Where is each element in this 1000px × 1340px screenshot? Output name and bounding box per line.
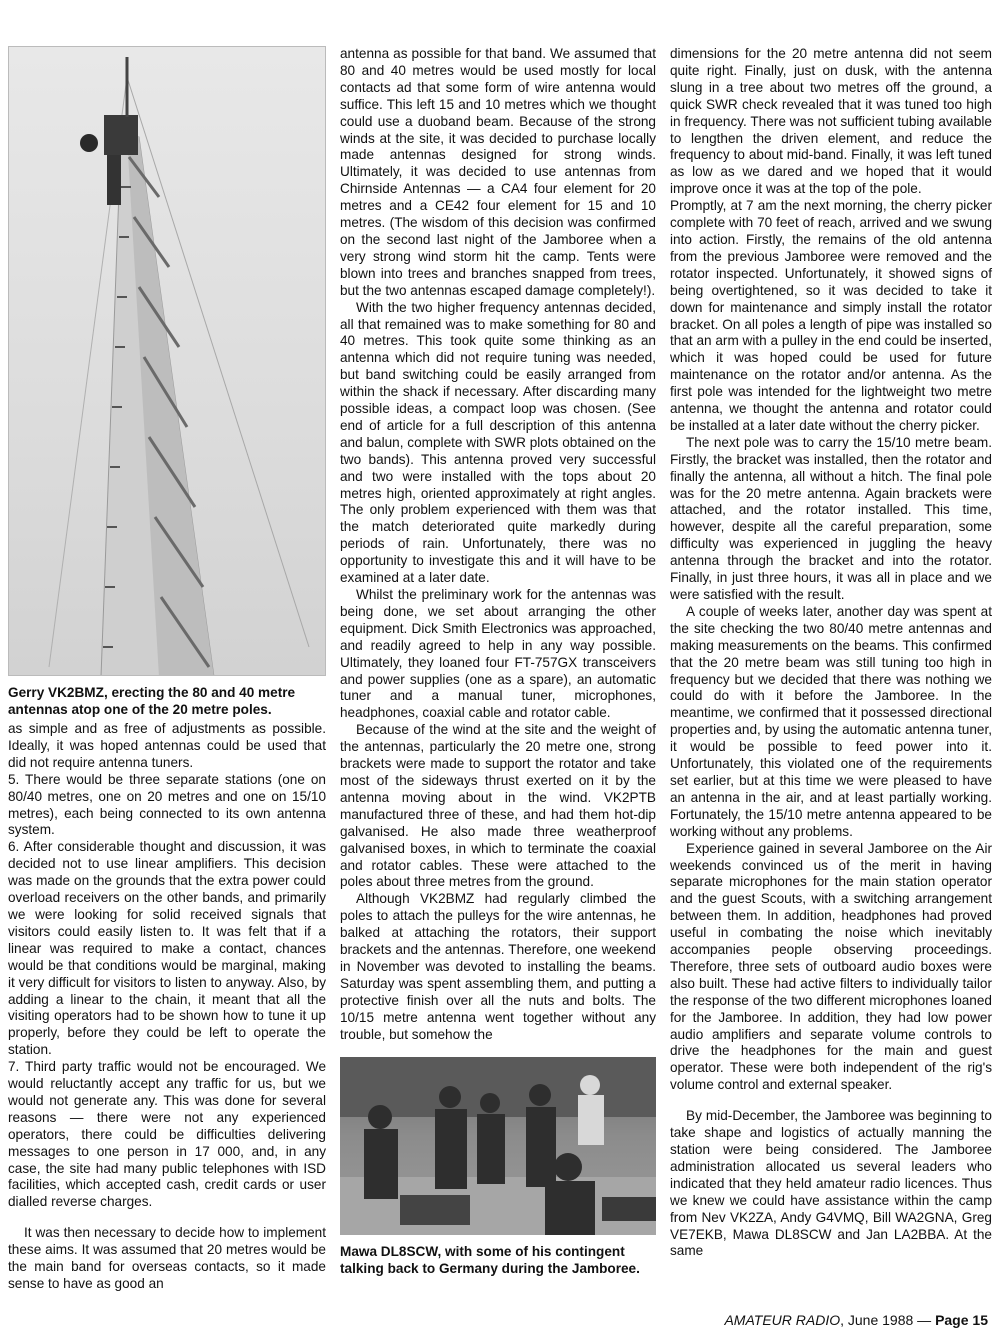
paragraph: Whilst the preliminary work for the antennas was being done, we set about arranging the other equipment. Dick Smith Electronics was approached, and readily agreed to help in any way possible. Ultimately, they loaned four FT-757GX transceivers and power supplies (one as a spare), an automatic tuner and a manual tuner, microphones, headphones, coaxial cable and rotator cable. xyxy=(340,587,656,721)
issue-date: , June 1988 — xyxy=(840,1312,936,1328)
paragraph: A couple of weeks later, another day was spent at the site checking the two 80/40 metre antennas and making measurements on the beams. This confirmed that the 20 metre beam was still tuning too high in frequency but we decided that there was nothing we could do with it before the Jamboree. In the meantime, we confirmed that it possessed directional properties and, by using the automatic antenna tuner, it would be possible to feed power into it. Unfortunately, this violated one of the requirements set earlier, but at this time we were pleased to have an antenna in the air, and at least partially working. Fortunately, the 15/10 metre antenna appeared to be working without any problems. xyxy=(670,603,992,839)
paragraph: antenna as possible for that band. We assumed that 80 and 40 metres would be used mostly for local contacts ad that some form of wire antenna would suffice. This left 15 and 10 metres which we thought could use a duoband beam. Because of the strong winds at the site, it was decided to purchase locally made antennas designed for strong winds. Ultimately, it was decided to use antennas from Chirnside Antennas — a CA4 four element for 20 metres and a CE42 four element for 15 and 10 metres. (The wisdom of this decision was confirmed on the second last night of the Jamboree when a very strong wind storm hit the camp. Tents were blown into trees and branches snapped from trees, but the two antennas escaped damage completely!). xyxy=(340,46,656,298)
antenna-pole-illustration xyxy=(9,47,326,676)
column-1 xyxy=(8,46,326,1293)
paragraph: Although VK2BMZ had regularly climbed the poles to attach the pulleys for the wire antennas, he balked at attaching the rotators, their support brackets and the antennas. Therefore, one weekend in November was devoted to installing the beams. Saturday was spent assembling them, and putting a protective finish over all the nuts and bolts. The 10/15 metre antenna went together without any trouble, but somehow the xyxy=(340,891,656,1042)
paragraph: It was then necessary to decide how to implement these aims. It was assumed that 20 metres would be the main band for overseas contacts, so it made sense to have as good an xyxy=(8,1225,326,1291)
paragraph: Promptly, at 7 am the next morning, the cherry picker complete with 70 feet of reach, arrived and we swung into action. Firstly, the remains of the old antenna from the previous Jamboree were removed and the rotator inspected. Unfortunately, it showed signs of being overtightened, so it was decided to take it down for maintenance and simply install the rotator bracket. On all poles a length of pipe was installed so that an arm with a pulley in the end could be inserted, which it was hoped could be used for future maintenance on the rotator and/or antenna. As the first pole was intended for the lightweight two metre antenna, we thought the antenna and rotator could be installed at a later date without the cherry picker. xyxy=(670,198,992,433)
page-footer xyxy=(724,1312,988,1328)
paragraph: Experience gained in several Jamboree on the Air weekends convinced us of the merit in having separate microphones for the main station operator and the guest Scouts, with a switching arrangement between them. In addition, headphones had proved useful in combating the noise which inevitably accompanies people observing proceedings. Therefore, three sets of outboard audio boxes were also built. These had active filters to individually tailor the response of the two different microphones loaned for the Jamboree. In addition, they had low power audio amplifiers and separate volume controls to drive the headphones for the main and guest operator. These were both independent of the rig's volume control and external speaker. xyxy=(670,840,992,1093)
paragraph: dimensions for the 20 metre antenna did not seem quite right. Finally, just on dusk, with the antenna slung in a tree about two metres off the ground, a quick SWR check revealed that it was tuned too high in frequency. There was not sufficient tubing available to lengthen the driven element, and reduce the frequency to about mid-band. Finally, it was left tuned as low as we dared and we hoped that it would improve once it was at the top of the pole. xyxy=(670,46,992,197)
paragraph: as simple and as free of adjustments as possible. Ideally, it was hoped antennas could be used that did not require antenna tuners. xyxy=(8,721,326,770)
radio-shack-illustration xyxy=(340,1057,656,1235)
page-number: Page 15 xyxy=(935,1312,988,1328)
column-2 xyxy=(340,46,656,1280)
paragraph: The next pole was to carry the 15/10 metre beam. Firstly, the bracket was installed, then the rotator and finally the antenna, all without a hitch. The final pole was for the 20 metre antenna. Again brackets were attached, and the rotator installed. This time, however, despite all the careful preparation, some difficulty was experienced in juggling the heavy antenna through the bracket and into the rotator. Finally, in just three hours, it was all in place and we were satisfied with the result. xyxy=(670,434,992,602)
photo-caption-1: Gerry VK2BMZ, erecting the 80 and 40 metre antennas atop one of the 20 metre poles. xyxy=(8,685,296,717)
paragraph: By mid-December, the Jamboree was beginning to take shape and logistics of actually manning the station were being considered. The Jamboree administration allocated us several leaders who indicated that they held amateur radio licences. Thus we knew we could have assistance within the camp from Nev VK2ZA, Andy G4VMQ, Bill WA2GNA, Greg VE7EKB, Mawa DL8SCW and Jan LA2BBA. At the same xyxy=(670,1108,992,1259)
photo-caption-2: Mawa DL8SCW, with some of his contingent talking back to Germany during the Jamboree. xyxy=(340,1244,640,1277)
paragraph: 5. There would be three separate stations (one on 80/40 metres, one on 20 metres and one on 15/10 metres), each being connected to its own antenna system. xyxy=(8,771,326,838)
paragraph: 7. Third party traffic would not be encouraged. We would reluctantly accept any traffic for us, but we would not generate any. This was done for several reasons — there were not any experienced operators, there could be difficulties delivering messages to one person in 17 000, and, in any case, the site had many public telephones with ISD facilities, which accepted cash, credit cards or user dialled reverse charges. xyxy=(8,1059,326,1210)
antenna-pole-photo xyxy=(8,46,326,676)
paragraph: 6. After considerable thought and discussion, it was decided not to use linear amplifiers. This decision was made on the grounds that the extra power could overload receivers on the other bands, and primarily we were looking for solid received signals that visitors could easily listen to. It was felt that if a linear was required to make a contact, chances would be that conditions would be marginal, making it very difficult for visitors to listen to anyway. Also, by adding a linear to the chain, it meant that all the visiting operators had to be shown how to tune it up properly, before they could be left to operate the station. xyxy=(8,839,326,1058)
magazine-name: AMATEUR RADIO xyxy=(724,1312,841,1328)
paragraph: Because of the wind at the site and the weight of the antennas, particularly the 20 metre one, strong brackets were made to support the rotator and take most of the sideways thrust exerted on it by the antenna moving about in the wind. VK2PTB manufactured three of these, and had them hot-dip galvanised. He also made three weatherproof galvanised boxes, in which to terminate the coaxial and rotator cables. These were attached to the poles about three metres from the ground. xyxy=(340,722,656,890)
radio-shack-photo xyxy=(340,1057,656,1235)
paragraph: With the two higher frequency antennas decided, all that remained was to make something for 80 and 40 metres. This took quite some thinking as an antenna which did not require tuning was needed, but band switching could be easily arranged from within the shack if necessary. After discarding many possible ideas, a compact loop was chosen. (See end of article for a full description of this antenna and balun, complete with SWR plots obtained on the two bands). This antenna proved very successful and two were installed with the tops about 20 metres high, oriented approximately at right angles. The only problem experienced with them was that the match deteriorated quite markedly during periods of rain. Unfortunately, there was no opportunity to investigate this and it will have to be examined at a later date. xyxy=(340,299,656,586)
column-3 xyxy=(670,46,992,1260)
